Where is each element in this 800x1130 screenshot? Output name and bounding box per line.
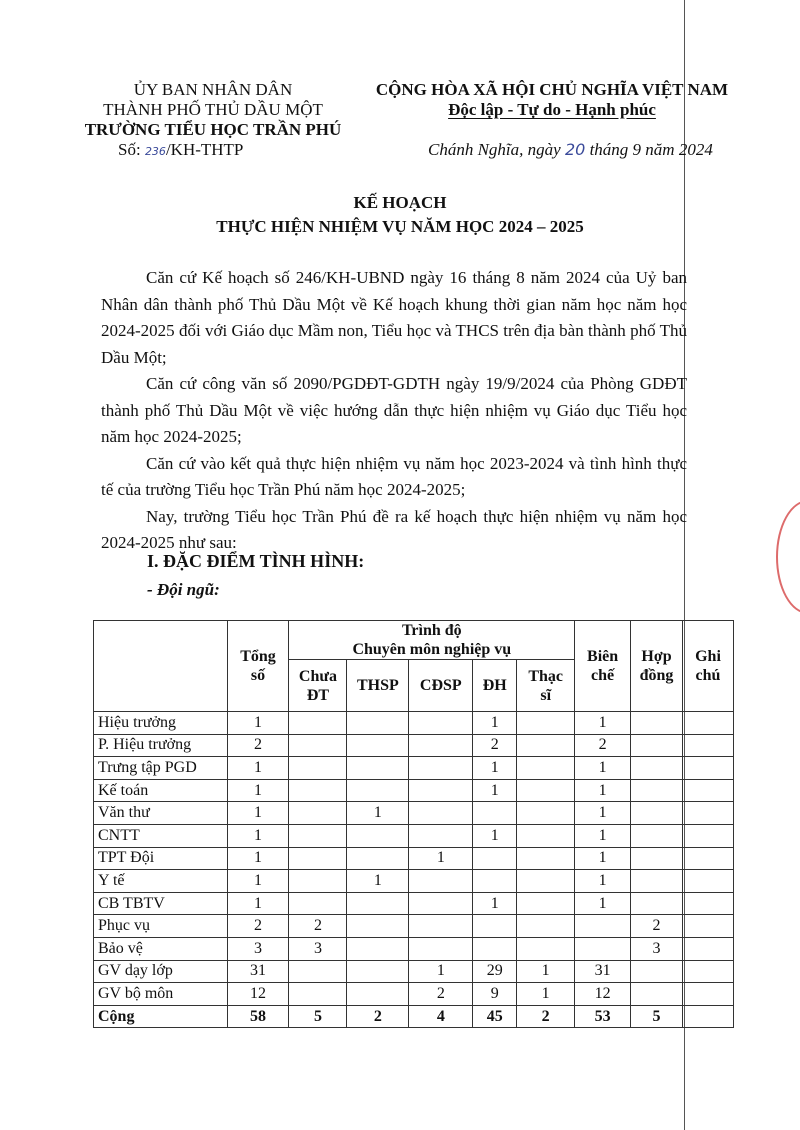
table-cell: 9 xyxy=(473,983,517,1006)
header-total: Tổng số xyxy=(227,621,289,712)
table-cell xyxy=(409,802,473,825)
table-cell: 3 xyxy=(227,937,289,960)
table-row-label: P. Hiệu trưởng xyxy=(94,734,228,757)
table-cell xyxy=(683,960,734,983)
table-cell xyxy=(631,847,683,870)
subsection-heading: - Đội ngũ: xyxy=(147,580,220,599)
table-row-label: Cộng xyxy=(94,1005,228,1028)
table-row-label: CB TBTV xyxy=(94,892,228,915)
header-note: Ghi chú xyxy=(683,621,734,712)
table-row xyxy=(94,734,734,757)
table-row xyxy=(94,802,734,825)
doc-subtitle: THỰC HIỆN NHIỆM VỤ NĂM HỌC 2024 – 2025 xyxy=(216,217,584,236)
table-cell xyxy=(289,870,347,893)
table-cell: 53 xyxy=(575,1005,631,1028)
table-cell: 1 xyxy=(473,779,517,802)
table-cell xyxy=(683,915,734,938)
table-cell xyxy=(289,824,347,847)
table-cell xyxy=(683,983,734,1006)
table-cell xyxy=(289,983,347,1006)
table-cell xyxy=(347,915,409,938)
table-cell: 1 xyxy=(517,960,575,983)
table-cell xyxy=(473,870,517,893)
table-cell xyxy=(683,712,734,735)
red-seal-stamp xyxy=(776,500,800,614)
table-cell xyxy=(289,960,347,983)
table-cell xyxy=(631,892,683,915)
table-row xyxy=(94,757,734,780)
table-row-label: Trưng tập PGD xyxy=(94,757,228,780)
table-cell: 45 xyxy=(473,1005,517,1028)
table-cell xyxy=(289,847,347,870)
table-cell: 3 xyxy=(289,937,347,960)
table-row-label: Phục vụ xyxy=(94,915,228,938)
table-cell: 2 xyxy=(575,734,631,757)
header-thsp: THSP xyxy=(347,660,409,712)
table-row xyxy=(94,870,734,893)
table-cell xyxy=(631,870,683,893)
table-cell: 1 xyxy=(227,870,289,893)
table-cell: 31 xyxy=(575,960,631,983)
table-cell xyxy=(631,757,683,780)
table-cell: 1 xyxy=(575,779,631,802)
table-cell xyxy=(631,802,683,825)
school-name: TRƯỜNG TIỂU HỌC TRẦN PHÚ xyxy=(84,120,342,139)
issuer-org-line2: THÀNH PHỐ THỦ DẦU MỘT xyxy=(103,100,323,119)
table-cell xyxy=(347,960,409,983)
table-cell xyxy=(683,892,734,915)
table-cell xyxy=(517,847,575,870)
table-cell: 2 xyxy=(409,983,473,1006)
country-name: CỘNG HÒA XÃ HỘI CHỦ NGHĨA VIỆT NAM xyxy=(375,80,729,99)
table-cell xyxy=(347,757,409,780)
table-cell xyxy=(289,779,347,802)
date-day-handwritten: 20 xyxy=(564,140,586,159)
header-qualification-line1: Trình độ xyxy=(401,622,462,639)
paragraph: Căn cứ vào kết quả thực hiện nhiệm vụ năm học 2023-2024 và tình hình thực tế của trường Tiểu học Trần Phú năm học 2024-2025; xyxy=(101,453,687,499)
table-row-label: Văn thư xyxy=(94,802,228,825)
table-cell xyxy=(473,937,517,960)
table-cell xyxy=(409,915,473,938)
docno-prefix: Số: xyxy=(118,140,145,159)
table-cell xyxy=(289,892,347,915)
table-cell xyxy=(683,937,734,960)
table-row xyxy=(94,712,734,735)
table-cell: 1 xyxy=(227,779,289,802)
table-cell: 2 xyxy=(227,915,289,938)
table-cell: 2 xyxy=(517,1005,575,1028)
table-cell xyxy=(683,734,734,757)
table-cell xyxy=(289,712,347,735)
table-cell: 29 xyxy=(473,960,517,983)
table-cell xyxy=(631,960,683,983)
table-cell xyxy=(575,937,631,960)
table-cell xyxy=(347,892,409,915)
table-cell: 1 xyxy=(227,802,289,825)
table-cell xyxy=(631,824,683,847)
table-cell: 1 xyxy=(575,757,631,780)
header-qualification-line2: Chuyên môn nghiệp vụ xyxy=(352,641,512,658)
table-cell xyxy=(409,937,473,960)
table-cell xyxy=(409,734,473,757)
table-total-row xyxy=(94,1005,734,1028)
table-cell: 1 xyxy=(227,824,289,847)
table-cell xyxy=(473,915,517,938)
table-cell: 1 xyxy=(227,892,289,915)
table-cell xyxy=(347,734,409,757)
paragraph: Nay, trường Tiểu học Trần Phú đề ra kế hoạch thực hiện nhiệm vụ năm học 2024-2025 như sau: xyxy=(101,506,687,552)
table-cell xyxy=(347,712,409,735)
table-cell: 1 xyxy=(575,802,631,825)
table-cell xyxy=(517,870,575,893)
table-cell: 1 xyxy=(575,847,631,870)
date-prefix: Chánh Nghĩa, ngày xyxy=(428,140,565,159)
table-cell: 5 xyxy=(289,1005,347,1028)
table-cell: 58 xyxy=(227,1005,289,1028)
header-untrained: Chưa ĐT xyxy=(289,660,347,712)
table-cell xyxy=(347,847,409,870)
table-cell xyxy=(575,915,631,938)
table-cell xyxy=(409,757,473,780)
table-cell: 1 xyxy=(227,712,289,735)
table-cell: 2 xyxy=(289,915,347,938)
table-cell: 2 xyxy=(347,1005,409,1028)
section-heading: I. ĐẶC ĐIỂM TÌNH HÌNH: xyxy=(147,551,365,571)
table-cell xyxy=(631,734,683,757)
table-row xyxy=(94,937,734,960)
table-cell: 1 xyxy=(575,712,631,735)
table-row xyxy=(94,983,734,1006)
table-cell: 2 xyxy=(473,734,517,757)
table-row xyxy=(94,892,734,915)
table-row-label: GV bộ môn xyxy=(94,983,228,1006)
table-cell xyxy=(289,757,347,780)
table-cell xyxy=(473,847,517,870)
table-cell xyxy=(289,802,347,825)
table-cell: 1 xyxy=(473,757,517,780)
table-cell xyxy=(631,983,683,1006)
document-body xyxy=(101,265,687,557)
paragraph: Căn cứ công văn số 2090/PGDĐT-GDTH ngày 19/9/2024 của Phòng GDĐT thành phố Thủ Dầu Một về việc hướng dẫn thực hiện nhiệm vụ Giáo dục Tiểu học năm học 2024-2025; xyxy=(101,374,687,446)
header-blank xyxy=(94,621,228,712)
table-cell: 1 xyxy=(575,824,631,847)
table-cell: 2 xyxy=(631,915,683,938)
table-cell: 4 xyxy=(409,1005,473,1028)
table-cell xyxy=(517,757,575,780)
table-cell xyxy=(347,779,409,802)
table-cell: 1 xyxy=(575,870,631,893)
table-cell: 1 xyxy=(409,960,473,983)
table-cell: 1 xyxy=(227,757,289,780)
document-number xyxy=(78,140,348,162)
national-motto: Độc lập - Tự do - Hạnh phúc xyxy=(448,100,656,119)
table-cell xyxy=(683,779,734,802)
table-cell: 1 xyxy=(517,983,575,1006)
table-cell: 12 xyxy=(575,983,631,1006)
table-cell xyxy=(683,870,734,893)
table-cell xyxy=(517,892,575,915)
table-row-label: GV dạy lớp xyxy=(94,960,228,983)
table-cell xyxy=(683,847,734,870)
table-row xyxy=(94,847,734,870)
header-permanent: Biên chế xyxy=(575,621,631,712)
table-cell: 1 xyxy=(473,892,517,915)
table-cell xyxy=(517,712,575,735)
paragraph: Căn cứ Kế hoạch số 246/KH-UBND ngày 16 tháng 8 năm 2024 của Uỷ ban Nhân dân thành phố Thủ Dầu Một về Kế hoạch khung thời gian năm học năm học 2024-2025 đối với Giáo dục Mầm non, Tiểu học và THCS trên địa bàn thành phố Thủ Dầu Một; xyxy=(101,268,687,367)
table-cell xyxy=(517,915,575,938)
header-cdsp: CĐSP xyxy=(409,660,473,712)
table-cell: 1 xyxy=(473,824,517,847)
table-cell xyxy=(631,712,683,735)
docno-handwritten: 236 xyxy=(144,145,166,158)
header-master: Thạc sĩ xyxy=(517,660,575,712)
table-cell xyxy=(631,779,683,802)
table-cell: 1 xyxy=(473,712,517,735)
table-cell xyxy=(473,802,517,825)
table-cell xyxy=(347,937,409,960)
header-contract: Hợp đồng xyxy=(631,621,683,712)
date-line xyxy=(428,140,713,160)
table-row xyxy=(94,779,734,802)
table-cell xyxy=(517,937,575,960)
table-cell xyxy=(289,734,347,757)
table-cell: 1 xyxy=(347,802,409,825)
table-row-label: Kế toán xyxy=(94,779,228,802)
table-cell xyxy=(517,779,575,802)
table-cell: 1 xyxy=(409,847,473,870)
table-cell: 31 xyxy=(227,960,289,983)
doc-title: KẾ HOẠCH xyxy=(353,193,447,212)
header-qualification xyxy=(289,621,575,660)
table-cell xyxy=(409,892,473,915)
table-cell: 2 xyxy=(227,734,289,757)
table-cell: 1 xyxy=(575,892,631,915)
national-header xyxy=(362,80,742,120)
table-cell xyxy=(409,870,473,893)
table-cell xyxy=(683,802,734,825)
staff-table-body xyxy=(94,712,734,1028)
table-cell: 3 xyxy=(631,937,683,960)
table-row xyxy=(94,824,734,847)
table-row xyxy=(94,915,734,938)
issuer-block xyxy=(78,80,348,162)
table-cell xyxy=(517,802,575,825)
table-cell xyxy=(409,712,473,735)
table-cell: 1 xyxy=(347,870,409,893)
table-cell xyxy=(409,779,473,802)
table-row-label: CNTT xyxy=(94,824,228,847)
table-cell xyxy=(683,1005,734,1028)
docno-suffix: /KH-THTP xyxy=(165,140,244,159)
table-row xyxy=(94,960,734,983)
table-cell: 1 xyxy=(227,847,289,870)
table-cell: 12 xyxy=(227,983,289,1006)
table-row-label: TPT Đội xyxy=(94,847,228,870)
table-cell xyxy=(517,734,575,757)
table-cell xyxy=(517,824,575,847)
table-cell: 5 xyxy=(631,1005,683,1028)
table-cell xyxy=(409,824,473,847)
date-suffix: tháng 9 năm 2024 xyxy=(585,140,713,159)
table-cell xyxy=(683,757,734,780)
table-cell xyxy=(347,983,409,1006)
header-dh: ĐH xyxy=(473,660,517,712)
staff-table xyxy=(93,620,734,1028)
table-cell xyxy=(347,824,409,847)
table-row-label: Y tế xyxy=(94,870,228,893)
table-row-label: Bảo vệ xyxy=(94,937,228,960)
issuer-org-line1: ỦY BAN NHÂN DÂN xyxy=(133,80,293,99)
table-row-label: Hiệu trưởng xyxy=(94,712,228,735)
table-cell xyxy=(683,824,734,847)
